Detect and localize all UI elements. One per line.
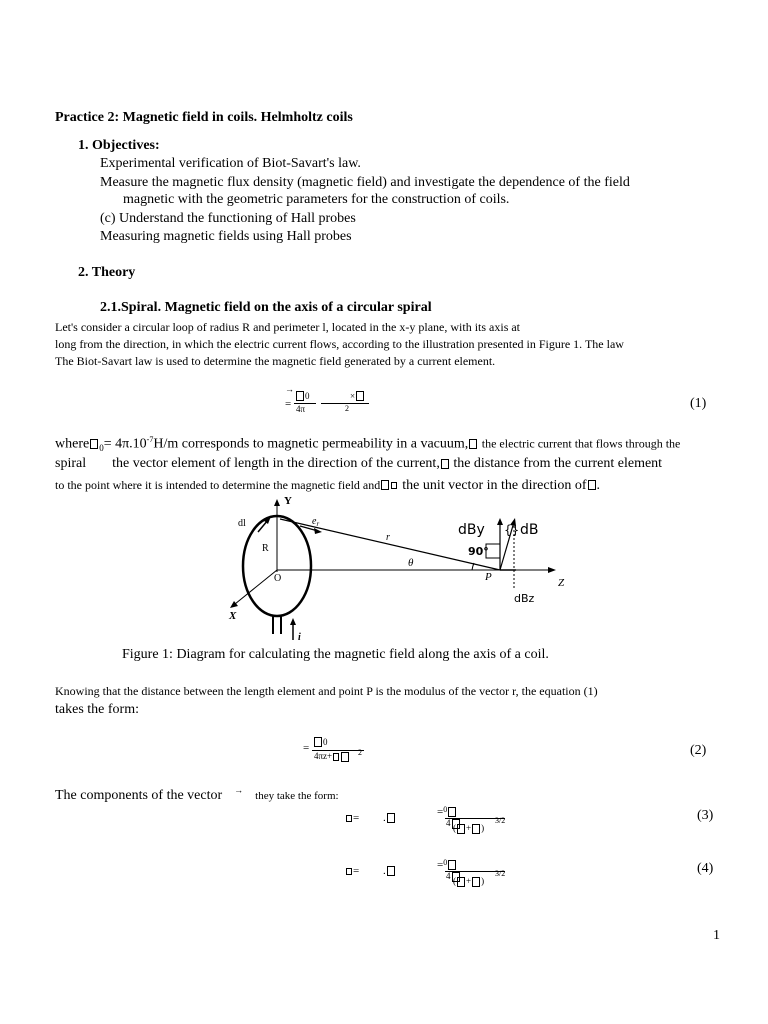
equation-number: (4) <box>697 861 714 876</box>
equation-number: (2) <box>690 743 707 758</box>
x-axis <box>235 570 277 604</box>
label-r: r <box>386 532 390 543</box>
label-origin: O <box>274 573 282 584</box>
paragraph-line: spiral the vector element of length in the direction of the current, the distance from the current element <box>55 456 663 471</box>
label-db: dB <box>520 522 539 538</box>
objective-item: Experimental verification of Biot-Savart's law. <box>100 156 361 171</box>
page-number: 1 <box>713 928 720 943</box>
paragraph-line: where $_0= 4\pi.10^{-7}H/m$ corresponds to magnetic permeability in a vacuum, the electric current that flows through the <box>55 435 681 453</box>
theory-heading: 2. Theory <box>78 265 136 280</box>
equation-3: = . =$^0$ 4 ( + ) 3/2 <box>345 806 515 836</box>
equation-number: (1) <box>690 396 707 411</box>
paragraph-line: takes the form: <box>55 702 139 717</box>
coil-diagram <box>200 492 580 640</box>
label-x: X <box>229 610 237 622</box>
equation-number: (3) <box>697 808 714 823</box>
objective-item: (c) Understand the functioning of Hall probes <box>100 211 356 226</box>
label-i: i <box>298 632 301 640</box>
paragraph-line: to the point where it is intended to determine the magnetic field and the unit vector in the direction of . <box>55 478 601 493</box>
label-er: $e_r$ <box>312 516 320 528</box>
paragraph-line: The components of the vector → they take the form: <box>55 785 339 803</box>
label-dl: dl <box>238 518 246 529</box>
objective-item: Measuring magnetic fields using Hall probes <box>100 229 352 244</box>
label-dby: dBy <box>458 522 485 538</box>
paragraph-line: long from the direction, in which the electric current flows, according to the illustration presented in Figure 1. The law <box>55 337 624 351</box>
objective-item: Measure the magnetic flux density (magnetic field) and investigate the dependence of the field <box>100 175 630 190</box>
page-title: Practice 2: Magnetic field in coils. Helmholtz coils <box>55 110 353 125</box>
paragraph-line: The Biot-Savart law is used to determine the magnetic field generated by a current element. <box>55 354 496 368</box>
label-z: Z <box>558 577 565 589</box>
paragraph-line: Let's consider a circular loop of radius R and perimeter l, located in the x-y plane, with its axis at <box>55 320 521 334</box>
objective-item: magnetic with the geometric parameters for the construction of coils. <box>123 192 510 207</box>
equation-4: = . =$^0$ 4 ( + ) 3/2 <box>345 859 515 889</box>
figure-caption: Figure 1: Diagram for calculating the magnetic field along the axis of a coil. <box>122 647 549 662</box>
label-r-radius: R <box>262 543 269 554</box>
label-angle: 90° <box>468 545 489 558</box>
label-y: Y <box>284 495 292 507</box>
objectives-heading: 1. Objectives: <box>78 138 160 153</box>
section-subheading: 2.1.Spiral. Magnetic field on the axis of a circular spiral <box>100 300 432 315</box>
label-p: P <box>485 571 492 583</box>
paragraph-line: Knowing that the distance between the length element and point P is the modulus of the vector r, the equation (1) <box>55 684 598 698</box>
label-dbz: dBz <box>514 592 535 605</box>
brace-mark: {} <box>504 523 520 537</box>
label-theta: θ <box>408 557 414 569</box>
